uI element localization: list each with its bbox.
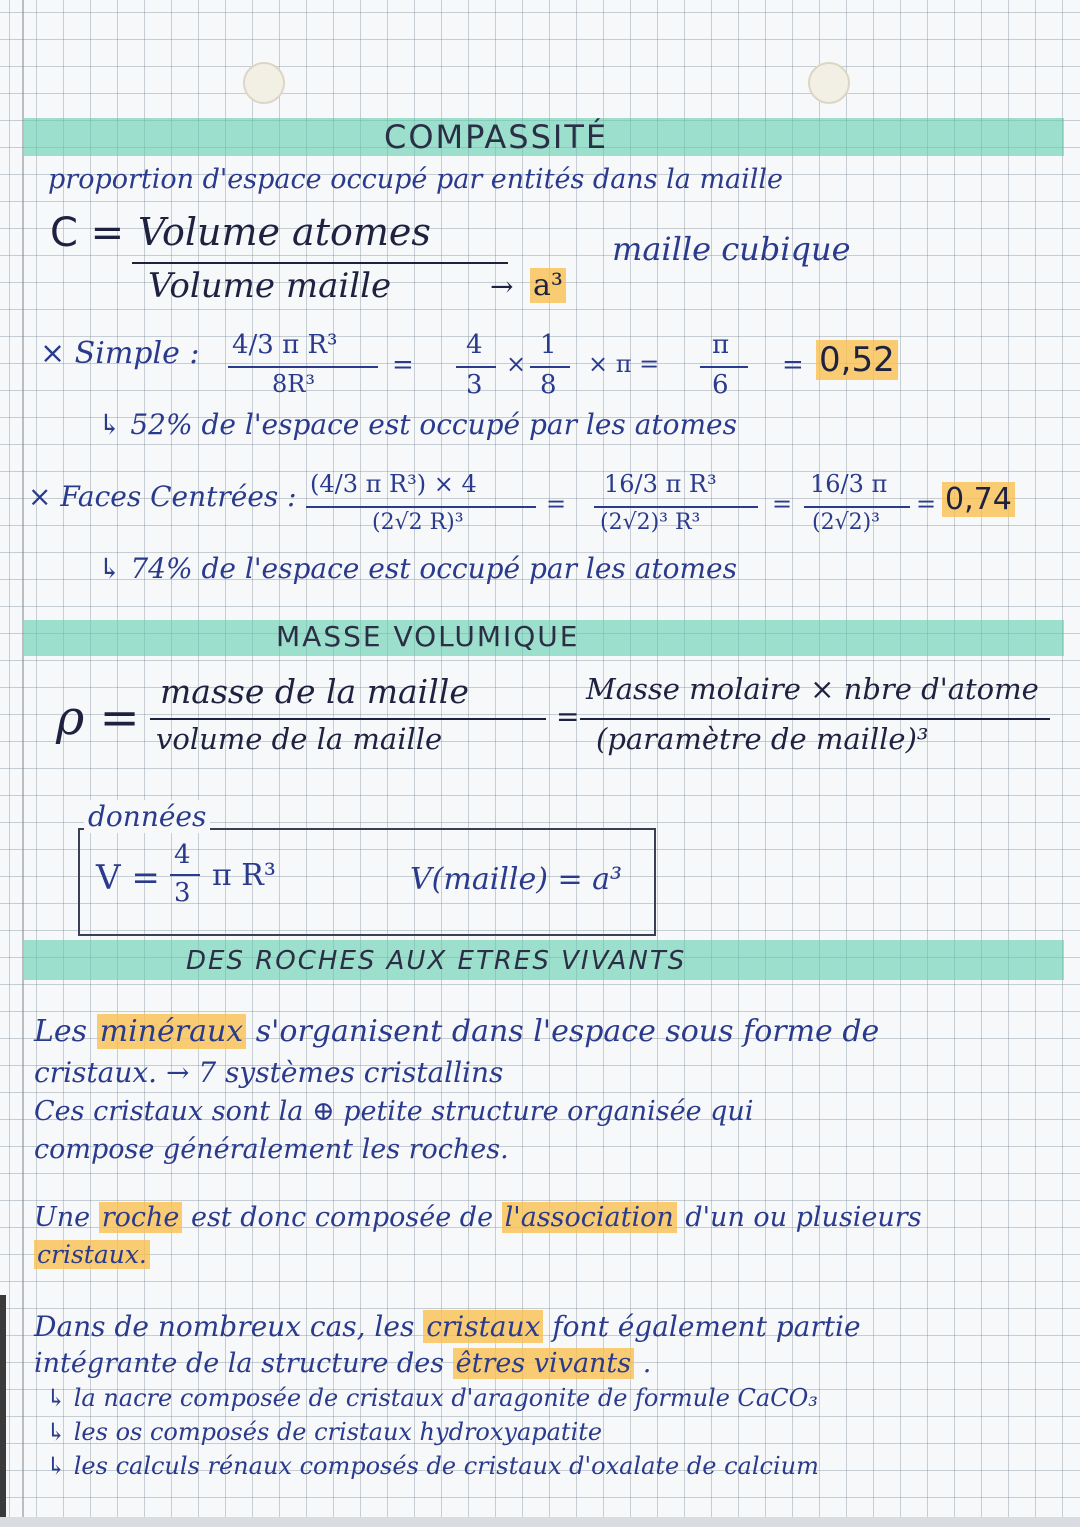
arrow-to-a3: → (490, 270, 514, 303)
maille-cubique-note: maille cubique (612, 230, 851, 268)
p3-post: d'un ou plusieurs (685, 1202, 922, 1233)
faces-label: × Faces Centrées : (28, 480, 297, 513)
simple-eq2: = (782, 350, 804, 380)
p3-pre: Une (34, 1202, 91, 1233)
page-bottom-edge (0, 1517, 1080, 1527)
volume-maille-denominator: volume de la maille (156, 722, 443, 756)
volume-sphere-num: 4 (174, 840, 191, 870)
rho-label: ρ = (56, 690, 140, 746)
volume-sphere-formula: V = (96, 858, 160, 898)
volume-maille-formula: V(maille) = a³ (410, 862, 623, 897)
section-title-roches: DES ROCHES AUX ETRES VIVANTS (186, 946, 687, 976)
p1-highlight-mineraux: minéraux (97, 1014, 247, 1049)
p4-post: font également partie (552, 1310, 861, 1343)
p4-line2-pre: intégrante de la structure des (34, 1348, 445, 1379)
masse-fraction-bar-1 (150, 718, 546, 720)
paragraph-4-line-2 (34, 1348, 651, 1379)
fraction-numerator-volume-atomes: Volume atomes (138, 210, 431, 254)
faces-f1-den: (2√2 R)³ (372, 510, 464, 535)
c-label: C = (50, 210, 125, 256)
simple-eq1: = (392, 350, 414, 380)
faces-note: ↳ 74% de l'espace est occupé par les atomes (98, 552, 737, 585)
simple-f4-bar (700, 366, 748, 368)
masse-eq: = (556, 700, 580, 733)
p1-post: s'organisent dans l'espace sous forme de (255, 1014, 880, 1049)
p3-highlight-roche: roche (99, 1202, 183, 1233)
margin-line (22, 0, 24, 1527)
volume-sphere-den: 3 (174, 878, 191, 908)
paragraph-1-line-2: cristaux. → 7 systèmes cristallins (34, 1056, 504, 1089)
bullet-nacre: ↳ la nacre composée de cristaux d'aragonite de formule CaCO₃ (46, 1384, 818, 1412)
paragraph-2-line-1: Ces cristaux sont la ⊕ petite structure organisée qui (34, 1096, 754, 1127)
a-cubed-highlight: a³ (530, 268, 566, 303)
simple-label: × Simple : (40, 336, 200, 371)
faces-f3-den: (2√2)³ (812, 510, 880, 535)
paragraph-4-line-1 (34, 1310, 861, 1343)
p4-highlight-etres-vivants: êtres vivants (453, 1348, 635, 1379)
section-title-masse-volumique: MASSE VOLUMIQUE (276, 620, 580, 653)
p1-pre: Les (34, 1014, 88, 1049)
section-title-compassite: COMPASSITÉ (384, 118, 609, 156)
masse-fraction-bar-2 (580, 718, 1050, 720)
paragraph-1-line-1 (34, 1014, 879, 1049)
simple-f2-bar (456, 366, 496, 368)
volume-sphere-suffix: π R³ (212, 858, 276, 893)
simple-f4-num: π (712, 330, 730, 360)
faces-f1-bar (306, 506, 536, 508)
simple-fraction-den: 8R³ (272, 370, 315, 398)
donnees-label: données (84, 800, 210, 833)
faces-f2-num: 16/3 π R³ (604, 470, 717, 498)
p3-highlight-association: l'association (502, 1202, 677, 1233)
simple-times: × (506, 350, 527, 378)
faces-eq1: = (546, 490, 567, 518)
bullet-calculs-renaux: ↳ les calculs rénaux composés de cristaux d'oxalate de calcium (46, 1452, 819, 1480)
simple-fraction-bar (228, 366, 378, 368)
faces-eq3: = (916, 490, 937, 518)
simple-f4-den: 6 (712, 370, 729, 400)
parametre-maille-denominator: (paramètre de maille)³ (596, 722, 929, 756)
simple-f3-num: 1 (540, 330, 557, 360)
page-edge-shadow (0, 1295, 6, 1527)
faces-f2-den: (2√2)³ R³ (600, 510, 701, 535)
fraction-bar (132, 262, 508, 264)
simple-times-pi: × π = (588, 350, 660, 378)
paragraph-2-line-2: compose généralement les roches. (34, 1134, 509, 1165)
p3-mid: est donc composée de (190, 1202, 494, 1233)
simple-f2-den: 3 (466, 370, 483, 400)
volume-sphere-bar (170, 874, 200, 876)
p4-highlight-cristaux: cristaux (423, 1310, 543, 1343)
bullet-os: ↳ les os composés de cristaux hydroxyapatite (46, 1418, 603, 1446)
masse-maille-numerator: masse de la maille (160, 672, 469, 711)
faces-result: 0,74 (942, 482, 1015, 517)
compassite-definition: proportion d'espace occupé par entités dans la maille (48, 164, 784, 195)
simple-note: ↳ 52% de l'espace est occupé par les atomes (98, 408, 737, 441)
simple-f2-num: 4 (466, 330, 483, 360)
simple-fraction-num: 4/3 π R³ (232, 330, 338, 360)
p4-line2-post: . (642, 1348, 652, 1379)
faces-f3-bar (804, 506, 910, 508)
simple-f3-den: 8 (540, 370, 557, 400)
faces-f2-bar (594, 506, 758, 508)
masse-molaire-numerator: Masse molaire × nbre d'atome (586, 672, 1039, 706)
fraction-denominator-volume-maille: Volume maille (148, 266, 392, 306)
faces-f3-num: 16/3 π (810, 470, 888, 498)
p4-pre: Dans de nombreux cas, les (34, 1310, 415, 1343)
simple-f3-bar (530, 366, 570, 368)
binder-hole-right (808, 62, 850, 104)
paragraph-3-line-1 (34, 1202, 922, 1233)
simple-result: 0,52 (816, 340, 898, 380)
faces-eq2: = (772, 490, 793, 518)
faces-f1-num: (4/3 π R³) × 4 (310, 470, 477, 498)
paragraph-3-line-2: cristaux. (34, 1240, 150, 1269)
binder-hole-left (243, 62, 285, 104)
